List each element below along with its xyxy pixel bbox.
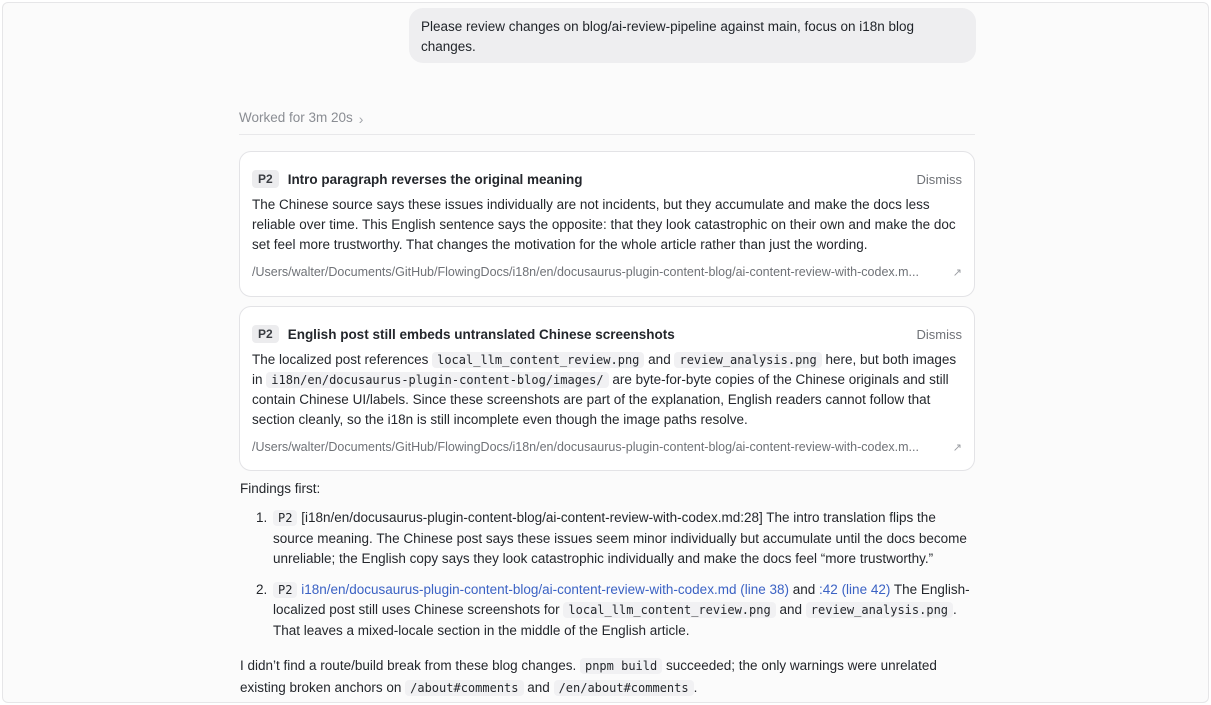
- worked-duration-label: Worked for 3m 20s: [239, 110, 353, 125]
- finding-title: Intro paragraph reverses the original meaning: [287, 171, 583, 187]
- priority-badge: P2: [273, 582, 297, 598]
- line-link[interactable]: :42 (line 42): [819, 581, 891, 597]
- body-text: here, but both images in: [252, 352, 957, 387]
- body-text: are byte-for-byte copies of the Chinese originals and still contain Chinese UI/labels. Since these screenshots are part of the explanation, English readers cannot follow that section cleanly, so the i18n is still incomplete even though the image paths resolve.: [252, 372, 949, 427]
- dismiss-button[interactable]: Dismiss: [916, 326, 962, 342]
- list-item-text: . That leaves a mixed-locale section in the middle of the English article.: [273, 602, 957, 638]
- finding-body: The Chinese source says these issues individually are not incidents, but they accumulate and make the docs less reliable over time. This English sentence says the opposite: that they look catastrophic on their own and make the doc set feel more trustworthy. That changes the motivation for the whole article rather than just the wording.: [252, 197, 956, 252]
- user-message-bubble: [409, 8, 976, 63]
- file-path-link[interactable]: [252, 265, 962, 279]
- worked-duration-toggle[interactable]: [239, 110, 975, 135]
- findings-list: [256, 508, 976, 651]
- summary-paragraph: [240, 655, 976, 699]
- inline-code: local_llm_content_review.png: [432, 352, 644, 368]
- finding-title: English post still embeds untranslated Chinese screenshots: [287, 326, 675, 342]
- findings-heading: Findings first:: [240, 481, 321, 496]
- inline-code: /en/about#comments: [554, 680, 694, 696]
- list-item-text: and: [792, 581, 816, 597]
- list-item-text: and: [779, 602, 802, 617]
- finding-card-2: [239, 306, 975, 471]
- list-item-text: The English-localized post still uses Chinese screenshots for: [273, 581, 970, 617]
- file-path-link[interactable]: [252, 440, 962, 454]
- external-link-icon[interactable]: ↗: [952, 266, 962, 279]
- priority-badge: P2: [252, 170, 279, 188]
- inline-code: pnpm build: [580, 658, 662, 674]
- body-text: and: [648, 352, 671, 367]
- finding-body: [252, 350, 962, 430]
- file-link[interactable]: i18n/en/docusaurus-plugin-content-blog/ai-content-review-with-codex.md (line 38): [301, 581, 789, 597]
- file-path-text: /Users/walter/Documents/GitHub/FlowingDocs/i18n/en/docusaurus-plugin-content-blog/ai-content-review-with-codex.m...: [252, 265, 919, 279]
- summary-text: succeeded; the only warnings were unrelated existing broken anchors on: [240, 658, 937, 695]
- chevron-right-icon: ›: [358, 111, 364, 127]
- summary-text: .: [693, 680, 698, 695]
- list-item-text: The intro translation flips the source meaning. The Chinese post says these issues seem minor individually but accumulate until the docs become unreliable; the English copy says they look catastrophic individually and make the docs feel “more trustworthy.”: [273, 510, 967, 566]
- inline-code: review_analysis.png: [674, 352, 821, 368]
- user-message-text: Please review changes on blog/ai-review-pipeline against main, focus on i18n blog changes.: [421, 19, 915, 54]
- dismiss-button[interactable]: Dismiss: [916, 171, 962, 187]
- inline-code: review_analysis.png: [806, 602, 953, 618]
- inline-code: /about#comments: [405, 680, 523, 696]
- file-reference: [i18n/en/docusaurus-plugin-content-blog/ai-content-review-with-codex.md:28]: [301, 510, 763, 525]
- external-link-icon[interactable]: ↗: [952, 441, 962, 454]
- list-number: 1.: [256, 510, 268, 525]
- inline-code: i18n/en/docusaurus-plugin-content-blog/images/: [266, 372, 608, 388]
- finding-card-1: [239, 151, 975, 297]
- body-text: The localized post references: [252, 352, 429, 367]
- inline-code: local_llm_content_review.png: [563, 602, 775, 618]
- list-item: [256, 580, 976, 642]
- priority-badge: P2: [252, 325, 279, 343]
- summary-text: I didn’t find a route/build break from these blog changes.: [240, 658, 577, 673]
- list-number: 2.: [256, 581, 268, 597]
- conversation-panel: [2, 2, 1209, 703]
- file-path-text: /Users/walter/Documents/GitHub/FlowingDocs/i18n/en/docusaurus-plugin-content-blog/ai-content-review-with-codex.m...: [252, 440, 919, 454]
- priority-badge: P2: [273, 510, 297, 526]
- summary-text: and: [527, 680, 550, 695]
- list-item: [256, 508, 976, 570]
